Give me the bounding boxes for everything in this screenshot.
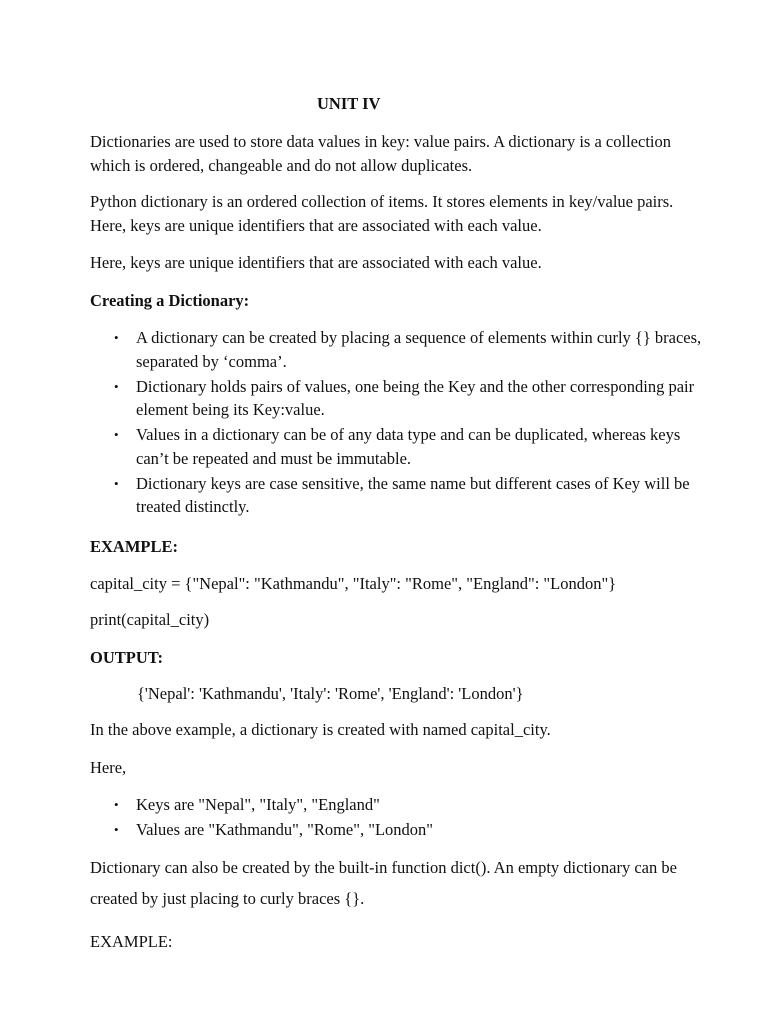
bullet-icon: • [114, 797, 119, 812]
list-item-text: Values in a dictionary can be of any data type and can be duplicated, whereas keys can’t be repeated and must be immutable. [136, 425, 681, 468]
list-item-text: Keys are "Nepal", "Italy", "England" [136, 795, 380, 814]
output-heading: OUTPUT: [90, 648, 164, 667]
bullet-icon: • [114, 822, 119, 837]
dict-function-paragraph: Dictionary can also be created by the built-in function dict(). An empty dictionary can be created by just placing to curly braces {}. [90, 858, 677, 908]
code-line-1: capital_city = {"Nepal": "Kathmandu", "Italy": "Rome", "England": "London"} [90, 574, 617, 593]
creating-heading: Creating a Dictionary: [90, 291, 250, 310]
list-item [90, 472, 702, 519]
document-page [90, 0, 702, 1024]
list-item [90, 326, 702, 373]
list-item [90, 793, 702, 817]
bullet-icon: • [114, 475, 119, 491]
bullet-icon: • [114, 330, 119, 345]
list-item-text: Dictionary holds pairs of values, one being the Key and the other corresponding pair element being its Key:value. [136, 376, 695, 419]
list-item-text: Values are "Kathmandu", "Rome", "London" [136, 820, 434, 839]
list-item [90, 818, 702, 842]
bullet-icon: • [114, 427, 119, 442]
intro-paragraph-2: Python dictionary is an ordered collection of items. It stores elements in key/value pairs. Here, keys are unique identifiers that are associated with each value. [90, 192, 674, 235]
code-line-2: print(capital_city) [90, 610, 210, 629]
bullet-icon: • [114, 378, 119, 394]
output-text: {'Nepal': 'Kathmandu', 'Italy': 'Rome', 'England': 'London'} [137, 684, 524, 703]
page-title: UNIT IV [317, 94, 381, 113]
here-label: Here, [90, 758, 127, 777]
list-item-text: Dictionary keys are case sensitive, the same name but different cases of Key will be treated distinctly. [136, 473, 690, 516]
example-2-heading: EXAMPLE: [90, 932, 173, 951]
creating-bullet-list [90, 326, 702, 520]
intro-paragraph-1: Dictionaries are used to store data values in key: value pairs. A dictionary is a collection which is ordered, changeable and do not allow duplicates. [90, 132, 671, 175]
intro-paragraph-3: Here, keys are unique identifiers that are associated with each value. [90, 253, 542, 272]
list-item [90, 423, 702, 470]
here-bullet-list [90, 793, 702, 843]
example-explanation: In the above example, a dictionary is created with named capital_city. [90, 720, 551, 739]
list-item [90, 375, 702, 422]
list-item-text: A dictionary can be created by placing a sequence of elements within curly {} braces, separated by ‘comma’. [136, 328, 702, 371]
example-heading: EXAMPLE: [90, 537, 178, 556]
